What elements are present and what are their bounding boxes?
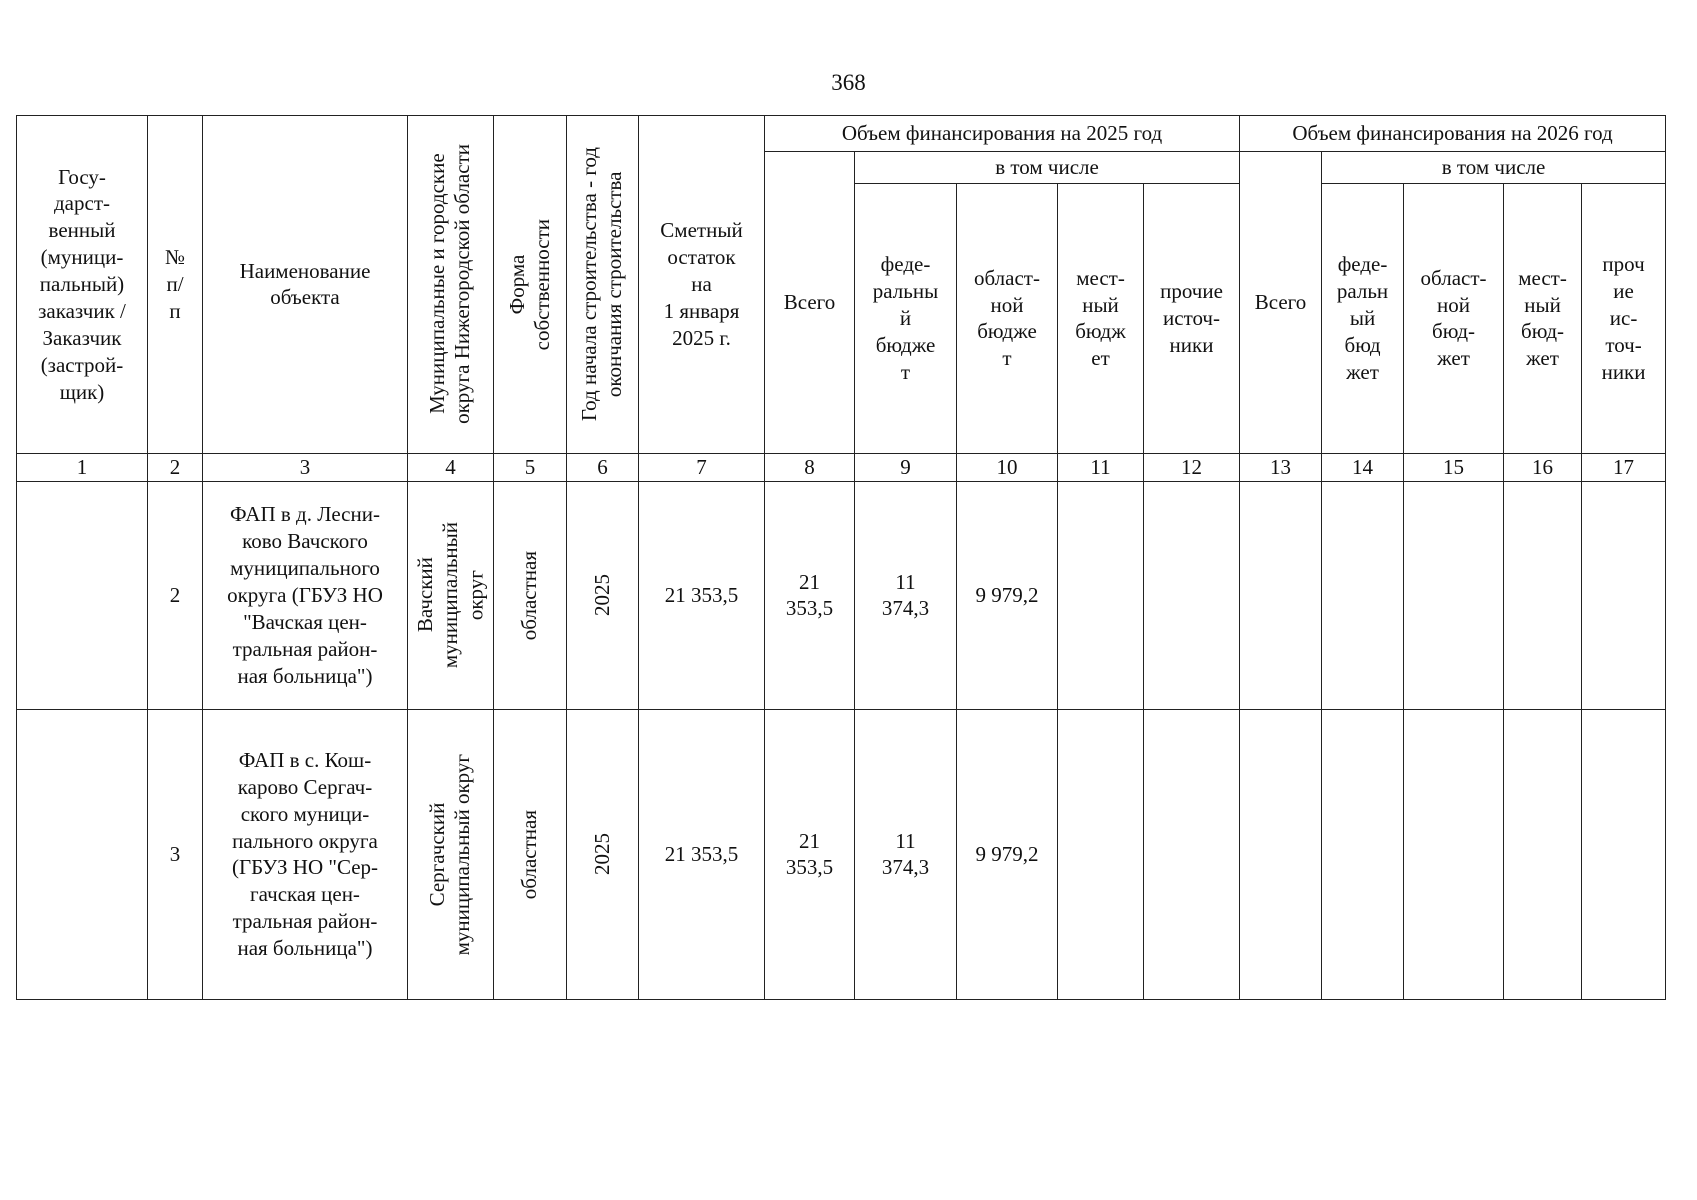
column-number: 9	[855, 453, 957, 481]
header-object-name	[203, 116, 408, 454]
column-number: 15	[1404, 453, 1504, 481]
cell-total-2026	[1240, 481, 1322, 709]
header-object-name-text: Наименование объекта	[239, 258, 371, 310]
cell-federal-2025	[855, 481, 957, 709]
cell-years	[567, 709, 639, 999]
column-number: 5	[494, 453, 567, 481]
cell-federal-2025-text: 11 374,3	[881, 569, 930, 621]
cell-ownership	[494, 709, 567, 999]
header-local-2025	[1058, 183, 1144, 453]
header-federal-2026	[1322, 183, 1404, 453]
cell-regional-2025: 9 979,2	[957, 709, 1058, 999]
header-total-2025: Всего	[765, 152, 855, 454]
cell-estimated-balance: 21 353,5	[639, 709, 765, 999]
cell-regional-2026	[1404, 709, 1504, 999]
header-federal-2026-text: феде- ральн ый бюд жет	[1336, 252, 1389, 384]
column-number: 7	[639, 453, 765, 481]
header-regional-2025	[957, 183, 1058, 453]
header-number-text: № п/ п	[164, 245, 186, 323]
cell-other-2025	[1144, 709, 1240, 999]
cell-total-2025-text: 21 353,5	[785, 569, 834, 621]
column-number: 3	[203, 453, 408, 481]
column-number: 6	[567, 453, 639, 481]
header-local-2025-text: мест- ный бюдж ет	[1075, 265, 1126, 371]
column-number: 16	[1504, 453, 1582, 481]
header-construction-years	[567, 116, 639, 454]
header-other-2026-text: проч ие ис- точ- ники	[1601, 252, 1646, 384]
header-ownership-text: Форма собственности	[504, 218, 554, 351]
page-number: 368	[831, 70, 866, 95]
header-funding-2026: Объем финансирования на 2026 год	[1240, 116, 1666, 152]
column-number: 11	[1058, 453, 1144, 481]
cell-federal-2025	[855, 709, 957, 999]
header-customer	[17, 116, 148, 454]
header-regional-2026	[1404, 183, 1504, 453]
cell-other-2026	[1582, 481, 1666, 709]
column-number-row	[17, 453, 1666, 481]
cell-district	[408, 709, 494, 999]
header-other-2025	[1144, 183, 1240, 453]
cell-years	[567, 481, 639, 709]
header-other-2026	[1582, 183, 1666, 453]
table-row	[17, 481, 1666, 709]
header-local-2026	[1504, 183, 1582, 453]
header-districts-text: Муниципальные и городские округа Нижегородской области	[425, 144, 475, 425]
cell-federal-2026	[1322, 481, 1404, 709]
cell-regional-2026	[1404, 481, 1504, 709]
cell-years-text: 2025	[589, 574, 614, 617]
header-customer-text: Госу- дарст- венный (муници- пальный) заказчик / Заказчик (застрой- щик)	[38, 164, 126, 404]
financing-table	[16, 115, 1666, 1000]
cell-district	[408, 481, 494, 709]
cell-customer	[17, 481, 148, 709]
header-local-2026-text: мест- ный бюд- жет	[1518, 265, 1567, 371]
header-including-2025: в том числе	[855, 152, 1240, 184]
column-number: 2	[148, 453, 203, 481]
header-federal-2025	[855, 183, 957, 453]
column-number: 8	[765, 453, 855, 481]
column-number: 10	[957, 453, 1058, 481]
header-regional-2026-text: област- ной бюд- жет	[1420, 265, 1487, 371]
cell-ownership-text: областная	[517, 550, 542, 640]
header-estimated-balance	[639, 116, 765, 454]
cell-object-name	[203, 481, 408, 709]
header-row-1	[17, 116, 1666, 152]
cell-years-text: 2025	[589, 833, 614, 876]
cell-other-2025	[1144, 481, 1240, 709]
cell-local-2025	[1058, 709, 1144, 999]
cell-estimated-balance: 21 353,5	[639, 481, 765, 709]
cell-local-2026	[1504, 709, 1582, 999]
table-row	[17, 709, 1666, 999]
cell-other-2026	[1582, 709, 1666, 999]
cell-number: 2	[148, 481, 203, 709]
cell-total-2025	[765, 709, 855, 999]
column-number: 17	[1582, 453, 1666, 481]
cell-ownership-text: областная	[517, 809, 542, 899]
cell-local-2026	[1504, 481, 1582, 709]
cell-total-2025	[765, 481, 855, 709]
header-federal-2025-text: феде- ральны й бюдже т	[872, 252, 939, 384]
cell-number: 3	[148, 709, 203, 999]
cell-federal-2025-text: 11 374,3	[881, 828, 930, 880]
column-number: 13	[1240, 453, 1322, 481]
header-ownership	[494, 116, 567, 454]
column-number: 4	[408, 453, 494, 481]
header-funding-2025: Объем финансирования на 2025 год	[765, 116, 1240, 152]
header-regional-2025-text: област- ной бюдже т	[974, 265, 1040, 371]
cell-district-text: Сергачский муниципальный округ	[425, 753, 475, 956]
header-number	[148, 116, 203, 454]
header-estimated-balance-text: Сметный остаток на 1 января 2025 г.	[660, 218, 743, 350]
cell-district-text: Вачский муниципальный округ	[412, 522, 488, 669]
cell-object-name-text: ФАП в д. Лесни- ково Вачского муниципального округа (ГБУЗ НО "Вачская цен- тральная район- ная больница")	[227, 502, 383, 688]
column-number: 14	[1322, 453, 1404, 481]
header-total-2026: Всего	[1240, 152, 1322, 454]
header-construction-years-text: Год начала строительства - год окончания строительства	[577, 147, 627, 422]
cell-object-name	[203, 709, 408, 999]
header-other-2025-text: прочие источ- ники	[1160, 279, 1223, 357]
column-number: 1	[17, 453, 148, 481]
cell-total-2026	[1240, 709, 1322, 999]
cell-total-2025-text: 21 353,5	[785, 828, 834, 880]
cell-object-name-text: ФАП в с. Кош- карово Сергач- ского муници- пального округа (ГБУЗ НО "Сер- гачская цен- тральная район- ная больница")	[231, 747, 379, 960]
column-number: 12	[1144, 453, 1240, 481]
cell-ownership	[494, 481, 567, 709]
cell-customer	[17, 709, 148, 999]
cell-local-2025	[1058, 481, 1144, 709]
header-including-2026: в том числе	[1322, 152, 1666, 184]
cell-regional-2025: 9 979,2	[957, 481, 1058, 709]
header-districts	[408, 116, 494, 454]
cell-federal-2026	[1322, 709, 1404, 999]
